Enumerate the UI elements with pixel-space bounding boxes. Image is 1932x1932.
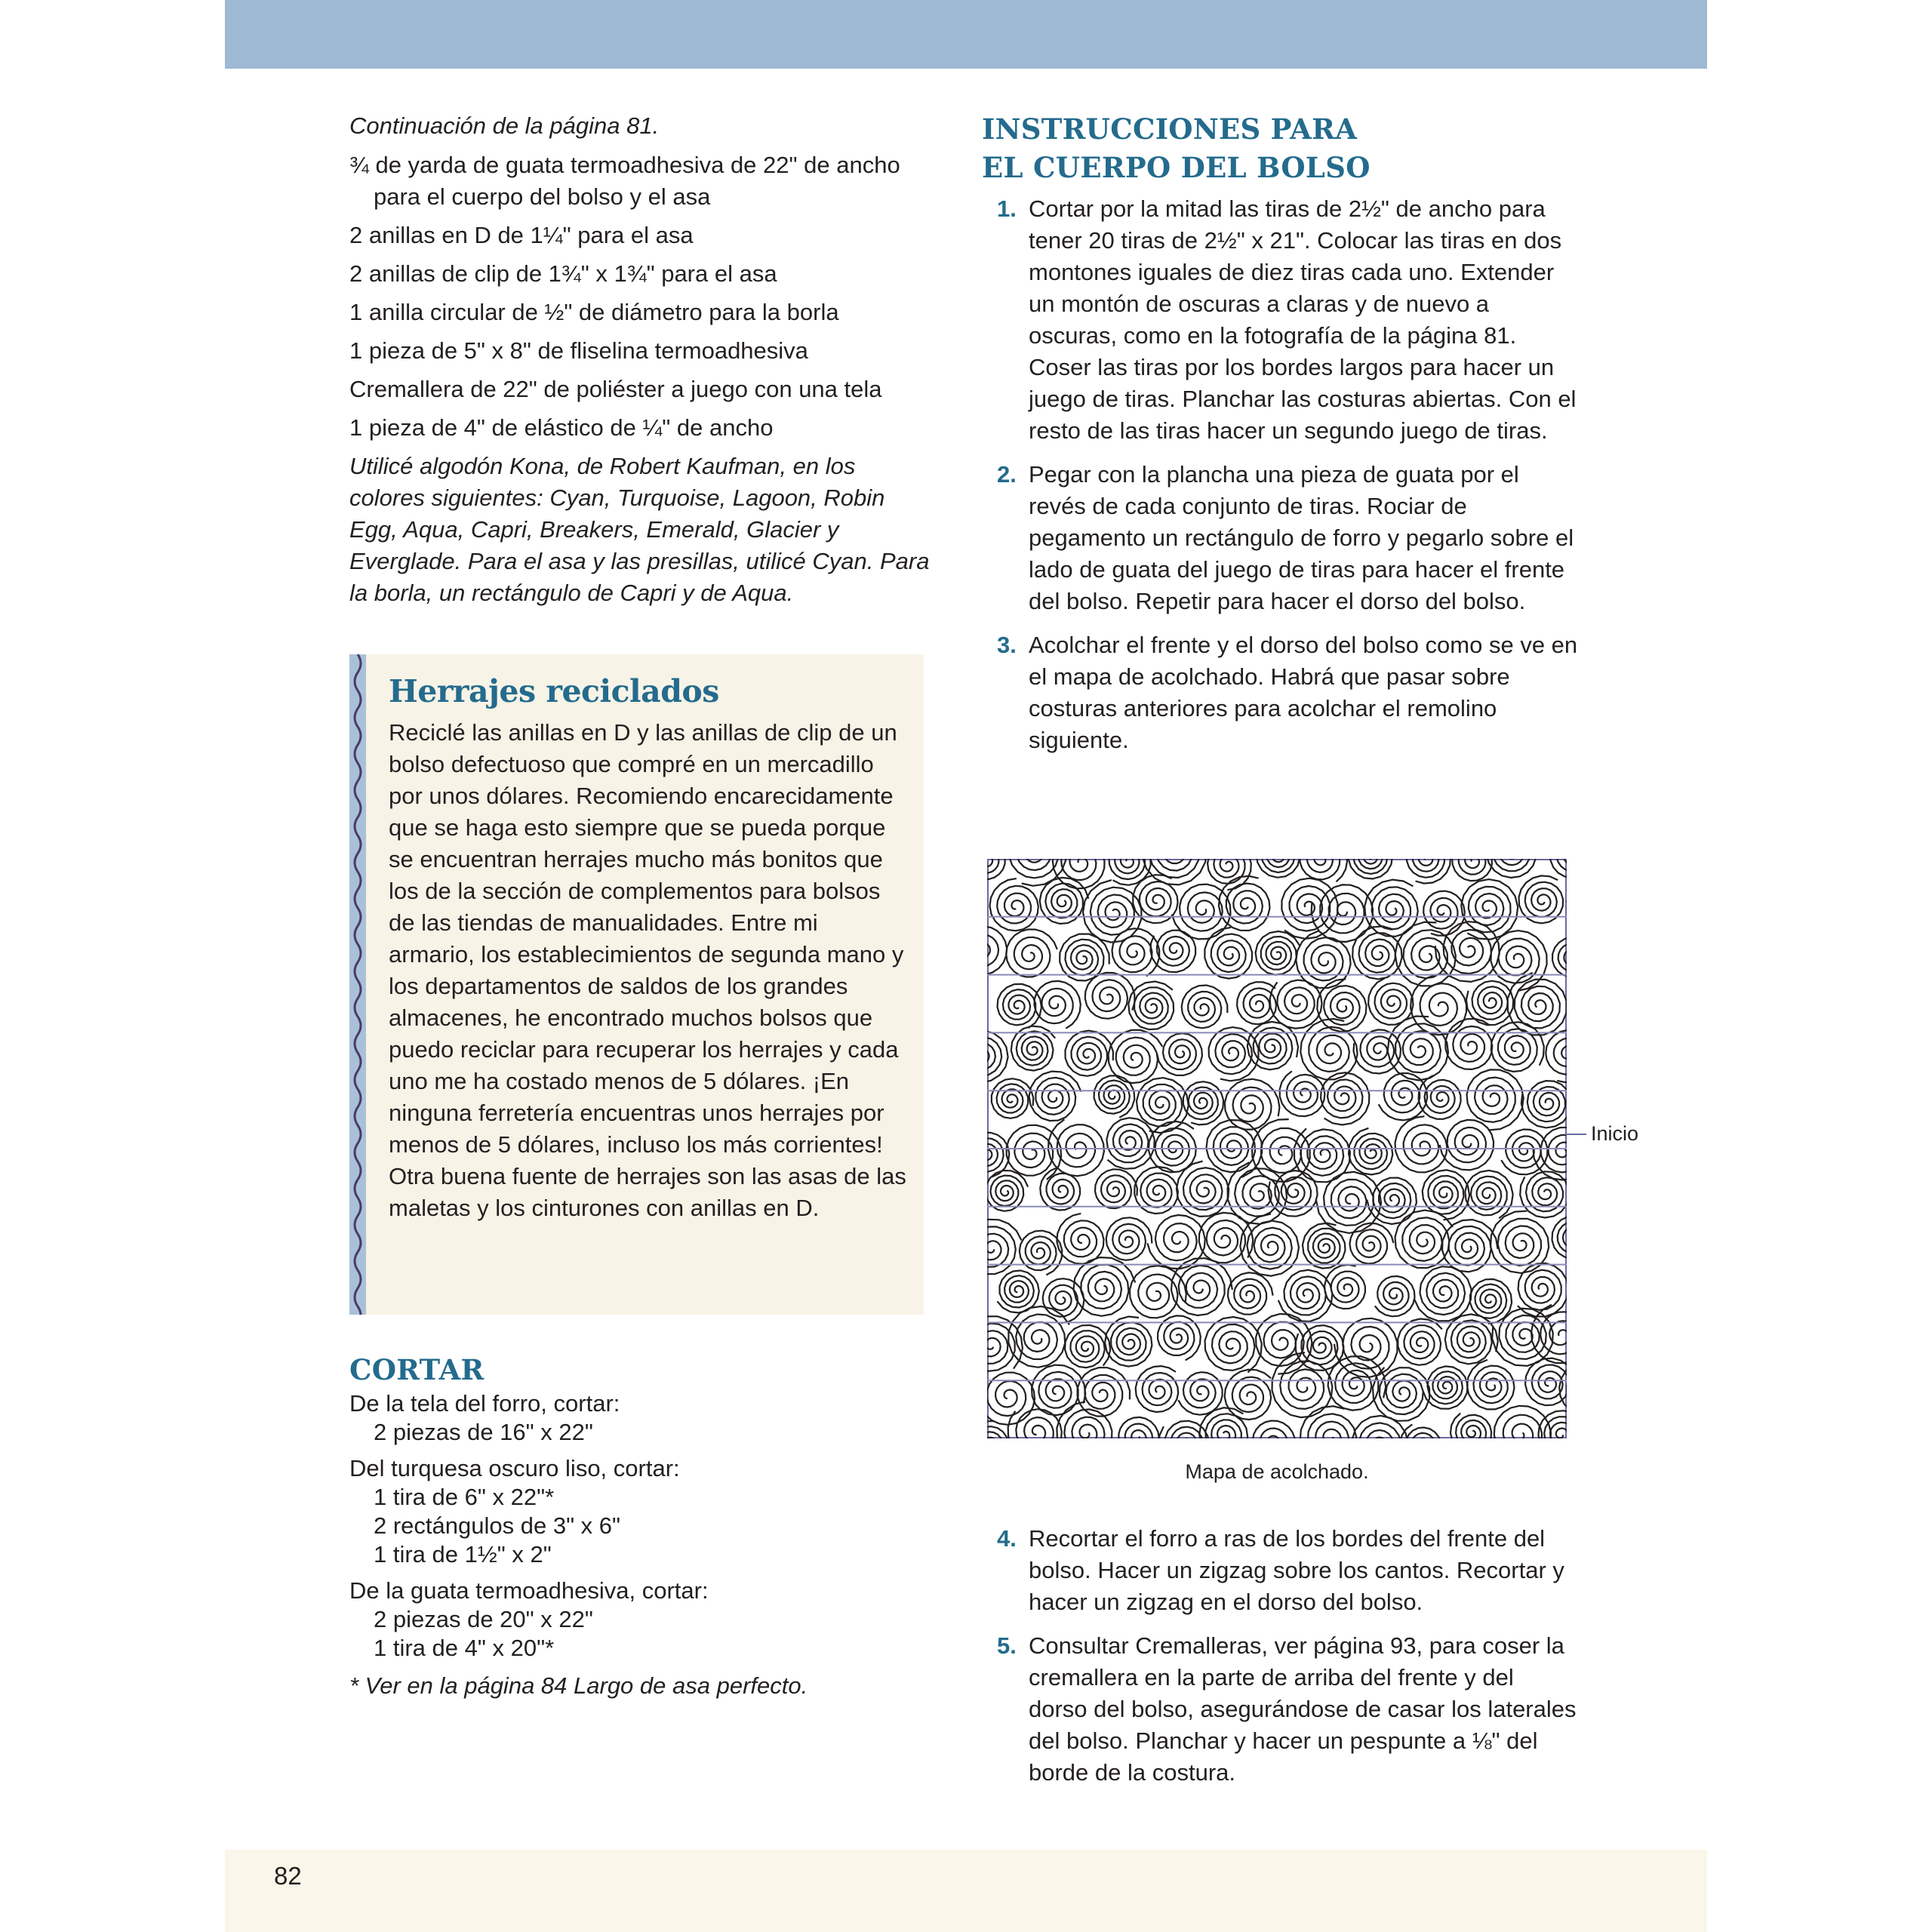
instructions-heading-line: INSTRUCCIONES PARA xyxy=(982,112,1358,146)
fabric-note: Utilicé algodón Kona, de Robert Kaufman, en los colores siguientes: Cyan, Turquoise, Lagoon, Robin Egg, Aqua, Capri, Breakers, Emerald, Glacier y Everglade. Para el asa y las presillas, utilicé Cyan. Para la borla, un rectángulo de Capri y de Aqua. xyxy=(349,453,930,606)
material-item: 1 pieza de 4" de elástico de ¼" de ancho xyxy=(349,414,774,441)
cut-group xyxy=(349,1577,931,1663)
material-item: 2 anillas en D de 1¼" para el asa xyxy=(349,222,694,248)
cut-footnote: * Ver en la página 84 Largo de asa perfecto. xyxy=(349,1672,808,1699)
cut-line: 2 piezas de 20" x 22" xyxy=(374,1606,593,1632)
continuation-note: Continuación de la página 81. xyxy=(349,112,660,139)
page-number: 82 xyxy=(274,1862,302,1890)
step-number: 4. xyxy=(997,1525,1017,1552)
cut-line: 2 piezas de 16" x 22" xyxy=(374,1419,593,1445)
step-number: 3. xyxy=(997,632,1017,658)
material-item: 1 pieza de 5" x 8" de fliselina termoadhesiva xyxy=(349,337,808,364)
cut-line: 1 tira de 4" x 20"* xyxy=(374,1635,555,1661)
material-item: Cremallera de 22" de poliéster a juego con una tela xyxy=(349,376,882,402)
cutting-section xyxy=(349,1351,931,1702)
cut-group-head: Del turquesa oscuro liso, cortar: xyxy=(349,1455,680,1481)
top-color-band xyxy=(225,0,1707,69)
instruction-step xyxy=(982,629,1578,756)
step-text: Recortar el forro a ras de los bordes del frente del bolso. Hacer un zigzag sobre los cantos. Recortar y hacer un zigzag en el dorso del bolso. xyxy=(1029,1525,1564,1615)
instruction-step xyxy=(982,1523,1578,1618)
step-number: 1. xyxy=(997,195,1017,222)
sidebar-recycled-hardware xyxy=(349,654,924,1315)
start-label: Inicio xyxy=(1591,1122,1639,1145)
step-text: Cortar por la mitad las tiras de 2½" de ancho para tener 20 tiras de 2½" x 21". Colocar las tiras en dos montones iguales de diez tiras cada uno. Extender un montón de oscuras a claras y de nuevo a oscuras, como en la fotografía de la página 81. Coser las tiras por los bordes largos para hacer un juego de tiras. Planchar las costuras abiertas. Con el resto de las tiras hacer un segundo juego de tiras. xyxy=(1029,195,1577,444)
instructions-heading-line: EL CUERPO DEL BOLSO xyxy=(982,151,1371,184)
sidebar-body: Reciclé las anillas en D y las anillas de clip de un bolso defectuoso que compré en un mercadillo por unos dólares. Recomiendo encarecidamente que se haga esto siempre que se pueda porque se encuentran herrajes mucho más bonitos que los de la sección de complementos para bolsos de las tiendas de manualidades. Entre mi armario, los establecimientos de segunda mano y los departamentos de saldos de los grandes almacenes, he encontrado muchos bolsos que puedo reciclar para recuperar los herrajes y cada uno me ha costado menos de 5 dólares. ¡En ninguna ferretería encuentras unos herrajes por menos de 5 dólares, incluso los más corrientes! Otra buena fuente de herrajes son las asas de las maletas y los cinturones con anillas en D. xyxy=(389,719,906,1221)
material-item: ¾ de yarda de guata termoadhesiva de 22" de ancho para el cuerpo del bolso y el asa xyxy=(349,152,900,210)
cut-group xyxy=(349,1389,931,1447)
start-leader-line xyxy=(1565,1134,1586,1135)
sidebar-title: Herrajes reciclados xyxy=(389,673,719,709)
step-text: Acolchar el frente y el dorso del bolso como se ve en el mapa de acolchado. Habrá que pasar sobre costuras anteriores para acolchar el remolino siguiente. xyxy=(1029,632,1578,753)
footer-band xyxy=(225,1850,1707,1932)
step-number: 5. xyxy=(997,1632,1017,1659)
instruction-steps xyxy=(982,1523,1578,1801)
cut-line: 1 tira de 1½" x 2" xyxy=(374,1541,552,1567)
material-item: 2 anillas de clip de 1¾" x 1¾" para el asa xyxy=(349,260,777,287)
instructions-heading xyxy=(982,110,1578,187)
wavy-edge-decoration xyxy=(349,654,366,1315)
instruction-steps xyxy=(982,193,1578,768)
cut-line: 2 rectángulos de 3" x 6" xyxy=(374,1512,621,1539)
material-item: 1 anilla circular de ½" de diámetro para la borla xyxy=(349,299,839,325)
instruction-step xyxy=(982,193,1578,447)
cut-group-head: De la tela del forro, cortar: xyxy=(349,1390,620,1417)
cut-line: 1 tira de 6" x 22"* xyxy=(374,1484,555,1510)
instruction-step xyxy=(982,1630,1578,1789)
instruction-step xyxy=(982,459,1578,617)
materials-list xyxy=(349,110,931,609)
quilting-map-illustration xyxy=(987,859,1567,1438)
step-number: 2. xyxy=(997,461,1017,488)
step-text: Pegar con la plancha una pieza de guata por el revés de cada conjunto de tiras. Rociar de pegamento un rectángulo de forro y pegarlo sobre el lado de guata del juego de tiras para hacer el frente del bolso. Repetir para hacer el dorso del bolso. xyxy=(1029,461,1574,614)
cut-group-head: De la guata termoadhesiva, cortar: xyxy=(349,1577,709,1604)
step-text: Consultar Cremalleras, ver página 93, para coser la cremallera en la parte de arriba del frente y del dorso del bolso, asegurándose de casar los laterales del bolso. Planchar y hacer un pespunte a ⅛" del borde de la costura. xyxy=(1029,1632,1577,1786)
cut-group xyxy=(349,1454,931,1569)
quilting-map-caption: Mapa de acolchado. xyxy=(1185,1460,1369,1483)
cutting-heading: CORTAR xyxy=(349,1353,485,1386)
